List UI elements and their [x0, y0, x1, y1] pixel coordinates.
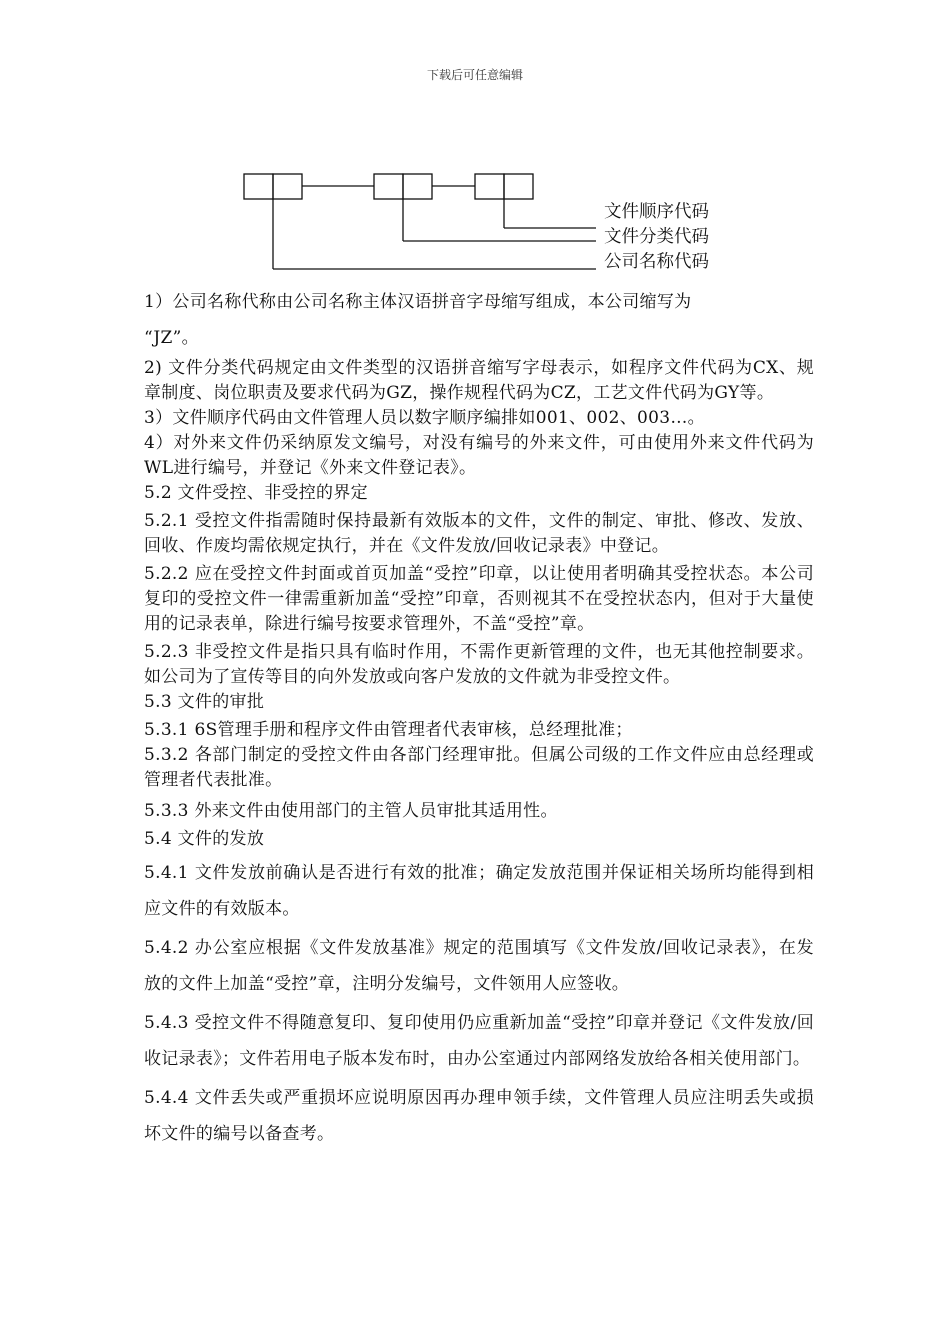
paragraph-3: 3）文件顺序代码由文件管理人员以数字顺序编排如001、002、003…。	[144, 408, 705, 428]
paragraph-5-3-3: 5.3.3 外来文件由使用部门的主管人员审批其适用性。	[144, 801, 558, 821]
code-box	[403, 174, 432, 199]
code-box	[504, 174, 533, 199]
paragraph-5-3-1: 5.3.1 6S管理手册和程序文件由管理者代表审核，总经理批准；	[144, 720, 633, 740]
paragraph-5-4-1: 5.4.1 文件发放前确认是否进行有效的批准；确定发放范围并保证相关场所均能得到相应文件的有效版本。	[144, 863, 814, 919]
document-body	[144, 284, 814, 1152]
paragraph-5-2-3: 5.2.3 非受控文件是指只具有临时作用，不需作更新管理的文件，也无其他控制要求。如公司为了宣传等目的向外发放或向客户发放的文件就为非受控文件。	[144, 642, 814, 687]
paragraph-5-2-2: 5.2.2 应在受控文件封面或首页加盖“受控”印章，以让使用者明确其受控状态。本公司复印的受控文件一律需重新加盖“受控”印章，否则视其不在受控状态内，但对于大量使用的记录表单，除进行编号按要求管理外，不盖“受控”章。	[144, 564, 814, 634]
document-code-diagram	[0, 0, 950, 290]
code-box	[475, 174, 504, 199]
page-header: 下载后可任意编辑	[426, 68, 523, 82]
paragraph-1-cont: “JZ”。	[144, 328, 199, 348]
code-box	[273, 174, 302, 199]
paragraph-1: 1）公司名称代称由公司名称主体汉语拼音字母缩写组成，本公司缩写为	[144, 292, 692, 312]
heading-5-3: 5.3 文件的审批	[144, 692, 265, 712]
code-structure-svg	[0, 0, 950, 290]
heading-5-2: 5.2 文件受控、非受控的界定	[144, 483, 368, 503]
code-box	[374, 174, 403, 199]
paragraph-5-4-2: 5.4.2 办公室应根据《文件发放基准》规定的范围填写《文件发放/回收记录表》，在发放的文件上加盖“受控”章，注明分发编号，文件领用人应签收。	[144, 938, 814, 994]
paragraph-5-3-2: 5.3.2 各部门制定的受控文件由各部门经理审批。但属公司级的工作文件应由总经理或管理者代表批准。	[144, 745, 814, 790]
paragraph-2: 2) 文件分类代码规定由文件类型的汉语拼音缩写字母表示，如程序文件代码为CX、规章制度、岗位职责及要求代码为GZ，操作规程代码为CZ，工艺文件代码为GY等。	[144, 358, 814, 403]
code-box	[244, 174, 273, 199]
heading-5-4: 5.4 文件的发放	[144, 829, 265, 849]
label-category-code: 文件分类代码	[604, 227, 709, 247]
paragraph-4: 4）对外来文件仍采纳原发文编号，对没有编号的外来文件，可由使用外来文件代码为WL进行编号，并登记《外来文件登记表》。	[144, 433, 814, 478]
paragraph-5-2-1: 5.2.1 受控文件指需随时保持最新有效版本的文件，文件的制定、审批、修改、发放、回收、作废均需依规定执行，并在《文件发放/回收记录表》中登记。	[144, 511, 814, 556]
paragraph-5-4-3: 5.4.3 受控文件不得随意复印、复印使用仍应重新加盖“受控”印章并登记《文件发放/回收记录表》；文件若用电子版本发布时，由办公室通过内部网络发放给各相关使用部门。	[144, 1013, 814, 1069]
paragraph-5-4-4: 5.4.4 文件丢失或严重损坏应说明原因再办理申领手续，文件管理人员应注明丢失或损坏文件的编号以备查考。	[144, 1088, 814, 1144]
label-company-code: 公司名称代码	[604, 252, 709, 272]
label-sequence-code: 文件顺序代码	[604, 202, 709, 222]
